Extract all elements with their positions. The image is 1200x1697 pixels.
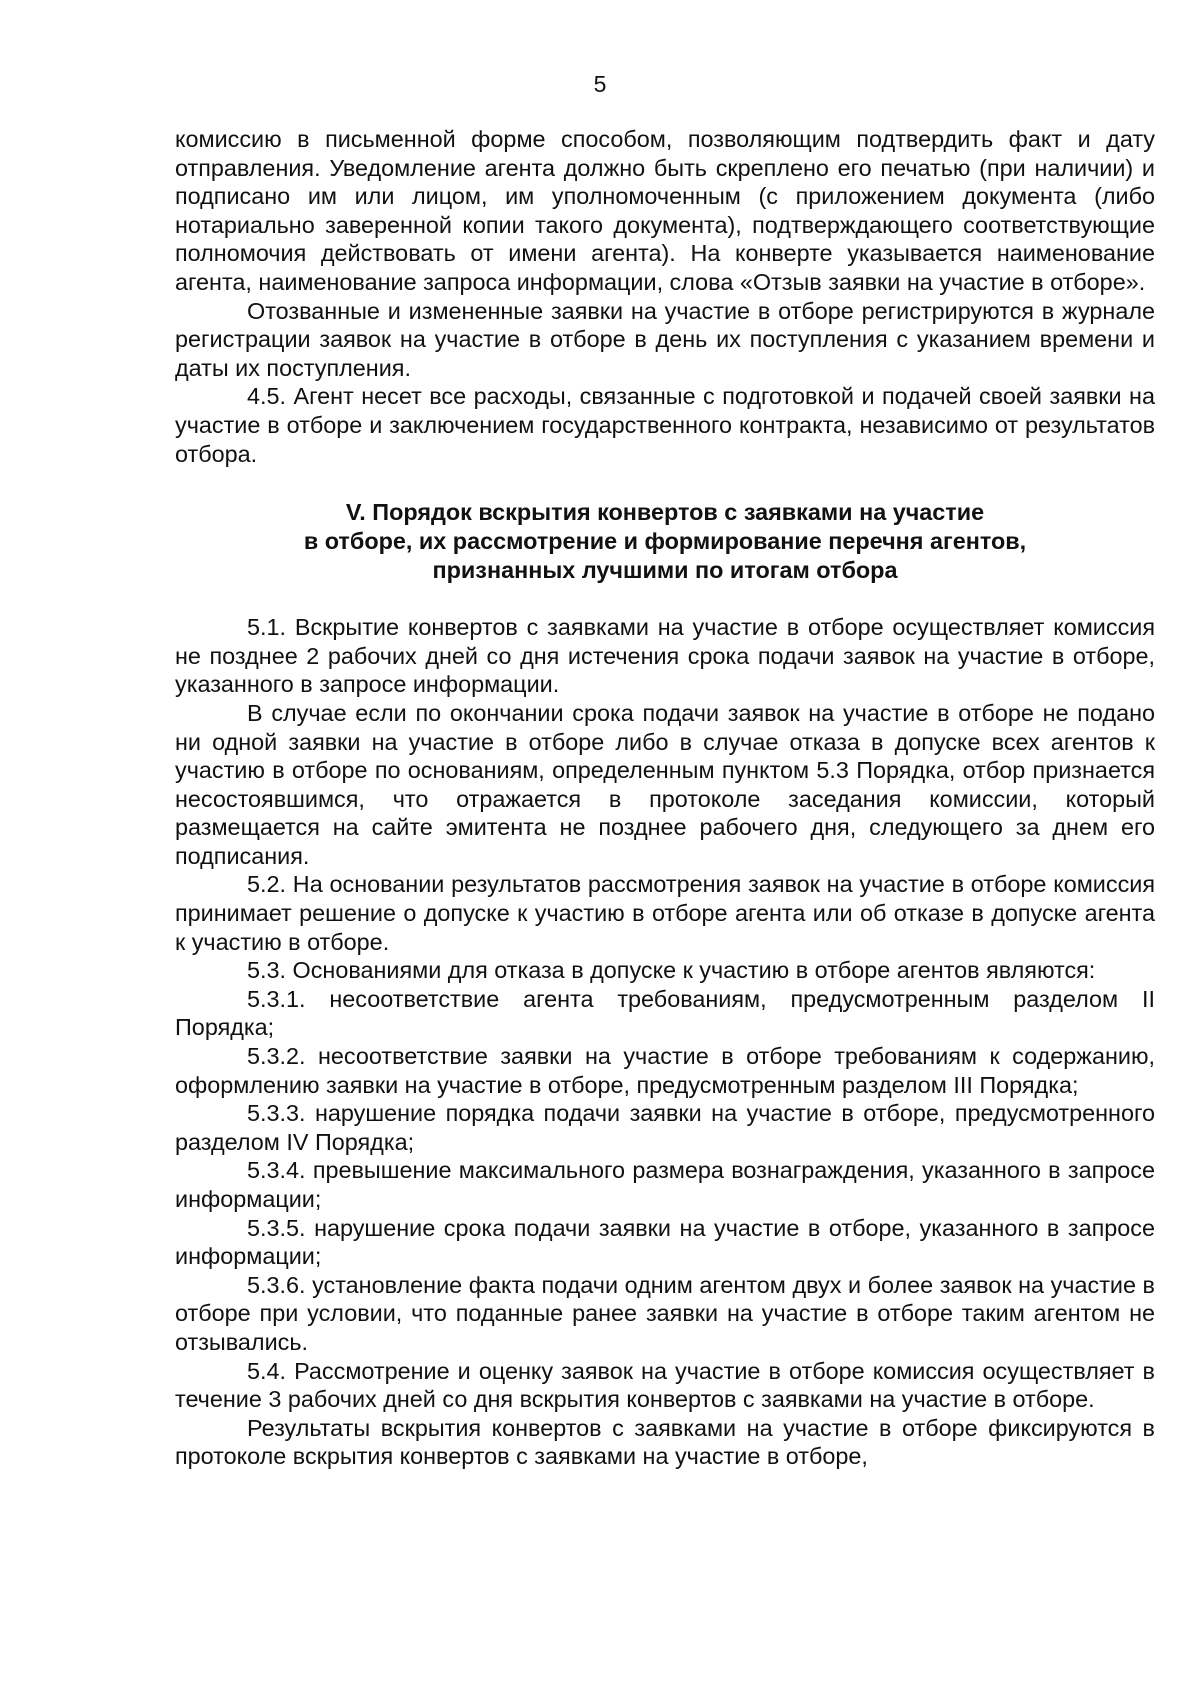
paragraph-5-3: 5.3. Основаниями для отказа в допуске к участию в отборе агентов являются: xyxy=(247,957,1096,984)
paragraph-5-3-6: 5.3.6. установление факта подачи одним агентом двух и более заявок на участие в отборе при условии, что поданные ранее заявки на участие в отборе таким агентом не отзывались. xyxy=(175,1271,1155,1355)
paragraph: Результаты вскрытия конвертов с заявками на участие в отборе фиксируются в протоколе вскрытия конвертов с заявками на участие в отборе, xyxy=(175,1414,1155,1470)
section-heading-line: в отборе, их рассмотрение и формирование перечня агентов, xyxy=(303,528,1027,555)
paragraph: комиссию в письменной форме способом, позволяющим подтвердить факт и дату отправления. Уведомление агента должно быть скреплено его печатью (при наличии) и подписано им или лицом, им уполномоченным (с приложением документа (либо нотариально заверенной копии такого документа), подтверждающего соответствующие полномочия действовать от имени агента). На конверте указывается наименование агента, наименование запроса информации, слова «Отзыв заявки на участие в отборе». xyxy=(175,126,1155,295)
page-number: 5 xyxy=(593,71,607,97)
section-heading-line: V. Порядок вскрытия конвертов с заявками на участие xyxy=(345,499,985,526)
paragraph-5-2: 5.2. На основании результатов рассмотрения заявок на участие в отборе комиссия принимает решение о допуске к участию в отборе агента или об отказе в допуске агента к участию в отборе. xyxy=(175,871,1155,955)
section-heading-line: признанных лучшими по итогам отбора xyxy=(432,557,898,584)
paragraph-5-4: 5.4. Рассмотрение и оценку заявок на участие в отборе комиссия осуществляет в течение 3 рабочих дней со дня вскрытия конвертов с заявками на участие в отборе. xyxy=(175,1357,1155,1413)
paragraph: Отозванные и измененные заявки на участие в отборе регистрируются в журнале регистрации заявок на участие в отборе в день их поступления с указанием времени и даты их поступления. xyxy=(175,297,1155,381)
paragraph-5-3-4: 5.3.4. превышение максимального размера вознаграждения, указанного в запросе информации; xyxy=(175,1157,1155,1212)
paragraph-5-3-5: 5.3.5. нарушение срока подачи заявки на участие в отборе, указанного в запросе информации; xyxy=(175,1214,1155,1270)
paragraph-5-3-3: 5.3.3. нарушение порядка подачи заявки на участие в отборе, предусмотренного разделом IV Порядка; xyxy=(175,1100,1155,1155)
paragraph: 4.5. Агент несет все расходы, связанные с подготовкой и подачей своей заявки на участие в отборе и заключением государственного контракта, независимо от результатов отбора. xyxy=(175,383,1155,467)
paragraph: В случае если по окончании срока подачи заявок на участие в отборе не подано ни одной заявки на участие в отборе либо в случае отказа в допуске всех агентов к участию в отборе по основаниям, определенным пунктом 5.3 Порядка, отбор признается несостоявшимся, что отражается в протоколе заседания комиссии, который размещается на сайте эмитента не позднее рабочего дня, следующего за днем его подписания. xyxy=(175,699,1155,869)
section-heading xyxy=(175,498,1155,585)
paragraph-5-3-2: 5.3.2. несоответствие заявки на участие в отборе требованиям к содержанию, оформлению заявки на участие в отборе, предусмотренным разделом III Порядка; xyxy=(175,1043,1155,1098)
paragraph-5-1: 5.1. Вскрытие конвертов с заявками на участие в отборе осуществляет комиссия не позднее 2 рабочих дней со дня истечения срока подачи заявок на участие в отборе, указанного в запросе информации. xyxy=(175,614,1155,698)
document-body xyxy=(175,125,1155,1471)
paragraph-5-3-1: 5.3.1. несоответствие агента требованиям, предусмотренным разделом II Порядка; xyxy=(175,985,1155,1041)
